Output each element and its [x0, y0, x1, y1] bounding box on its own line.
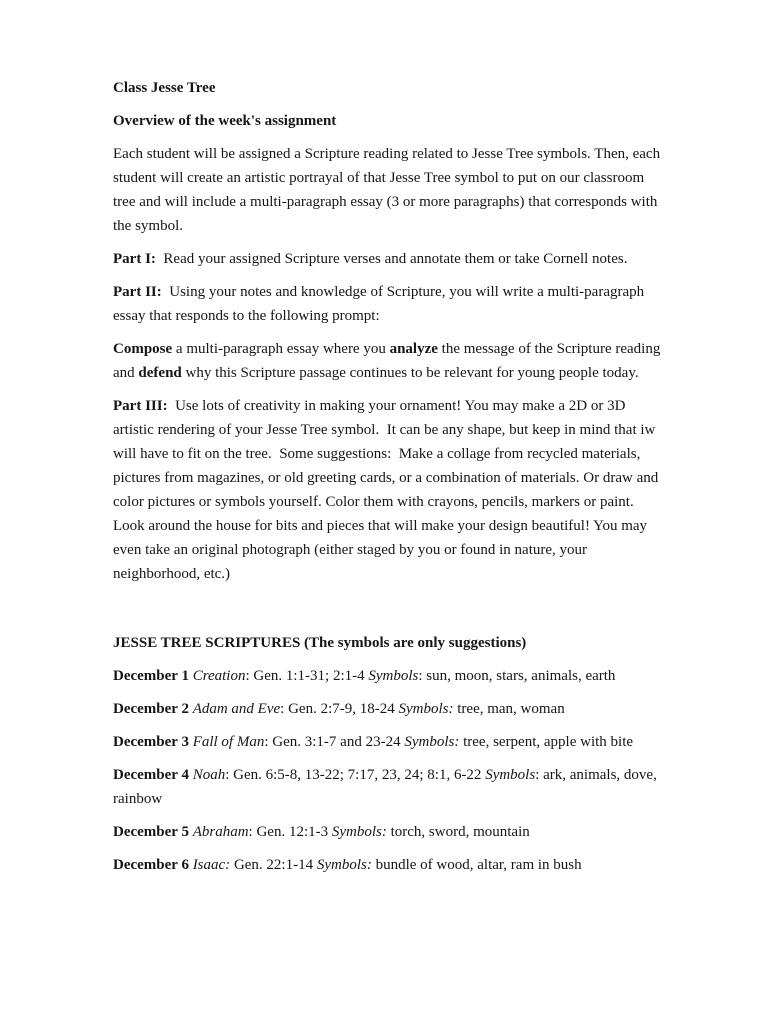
doc-title	[113, 76, 665, 100]
text-run: Abraham	[192, 824, 249, 840]
text-run: : Gen. 12:1-3	[248, 824, 332, 840]
text-run: bundle of wood, altar, ram in bush	[371, 857, 582, 873]
december-2-entry	[113, 697, 665, 721]
text-run: analyze	[389, 341, 438, 357]
text-run: defend	[138, 365, 182, 381]
text-run: December 5	[113, 824, 193, 840]
text-run: Creation	[192, 668, 246, 684]
overview-heading	[113, 109, 665, 133]
text-run: December 4	[113, 767, 193, 783]
text-run: Symbols:	[331, 824, 387, 840]
text-run: Overview of the week's assignment	[113, 113, 337, 129]
text-run: December 6	[113, 857, 193, 873]
part-3-paragraph	[113, 394, 665, 586]
document-body	[113, 76, 665, 877]
text-run: Adam and Eve	[192, 701, 281, 717]
text-run: Compose	[113, 341, 173, 357]
text-run: : ark, animals, dove, rainbow	[113, 767, 661, 807]
text-run: tree, man, woman	[453, 701, 565, 717]
text-run: Symbols	[485, 767, 536, 783]
text-run: Fall of Man	[192, 734, 265, 750]
text-run: : Gen. 2:7-9, 18-24	[280, 701, 399, 717]
text-run: December 3	[113, 734, 193, 750]
intro-paragraph	[113, 142, 665, 238]
december-5-entry	[113, 820, 665, 844]
text-run: Part II:	[113, 284, 162, 300]
text-run: Symbols	[368, 668, 419, 684]
text-run: Noah	[192, 767, 226, 783]
december-3-entry	[113, 730, 665, 754]
part-1-paragraph	[113, 247, 665, 271]
text-run: Each student will be assigned a Scripture reading related to Jesse Tree symbols. Then, each student will create an artistic portrayal of that Jesse Tree symbol to put on our classroom tree and will include a multi-paragraph essay (3 or more paragraphs) that corresponds with the symbol.	[113, 146, 664, 234]
december-1-entry	[113, 664, 665, 688]
text-run: : Gen. 6:5-8, 13-22; 7:17, 23, 24; 8:1, 6-22	[225, 767, 486, 783]
text-run: : Gen. 1:1-31; 2:1-4	[245, 668, 369, 684]
text-run: the message of the Scripture reading and	[113, 341, 665, 381]
december-4-entry	[113, 763, 665, 811]
text-run: why this Scripture passage continues to be relevant for young people today.	[181, 365, 639, 381]
text-run: Part I:	[113, 251, 156, 267]
text-run: Read your assigned Scripture verses and annotate them or take Cornell notes.	[155, 251, 628, 267]
scriptures-heading	[113, 631, 665, 655]
text-run: : Gen. 3:1-7 and 23-24	[264, 734, 405, 750]
text-run: Gen. 22:1-14	[230, 857, 317, 873]
part-2-paragraph	[113, 280, 665, 328]
compose-paragraph	[113, 337, 665, 385]
text-run: torch, sword, mountain	[386, 824, 530, 840]
text-run: : sun, moon, stars, animals, earth	[418, 668, 616, 684]
text-run: Symbols:	[404, 734, 460, 750]
text-run: Symbols:	[316, 857, 372, 873]
text-run: tree, serpent, apple with bite	[459, 734, 634, 750]
text-run: Use lots of creativity in making your ornament! You may make a 2D or 3D artistic rendering of your Jesse Tree symbol. It can be any shape, but keep in mind that iw will have to fit on the tree. Some suggestions: Make a collage from recycled materials, pictures from magazines, or old greeting cards, or a combination of materials. Or draw and color pictures or symbols yourself. Color them with crayons, pencils, markers or paint. Look around the house for bits and pieces that will make your design beautiful! You may even take an original photograph (either staged by you or found in nature, your neighborhood, etc.)	[113, 398, 662, 582]
text-run: a multi-paragraph essay where you	[172, 341, 390, 357]
text-run: Using your notes and knowledge of Scripture, you will write a multi-paragraph essay that responds to the following prompt:	[113, 284, 648, 324]
text-run: Part III:	[113, 398, 168, 414]
text-run: December 1	[113, 668, 193, 684]
december-6-entry	[113, 853, 665, 877]
text-run: JESSE TREE SCRIPTURES (The symbols are only suggestions)	[113, 635, 527, 651]
text-run: Isaac:	[192, 857, 231, 873]
text-run: Class Jesse Tree	[113, 80, 216, 96]
text-run: Symbols:	[398, 701, 454, 717]
text-run: December 2	[113, 701, 193, 717]
